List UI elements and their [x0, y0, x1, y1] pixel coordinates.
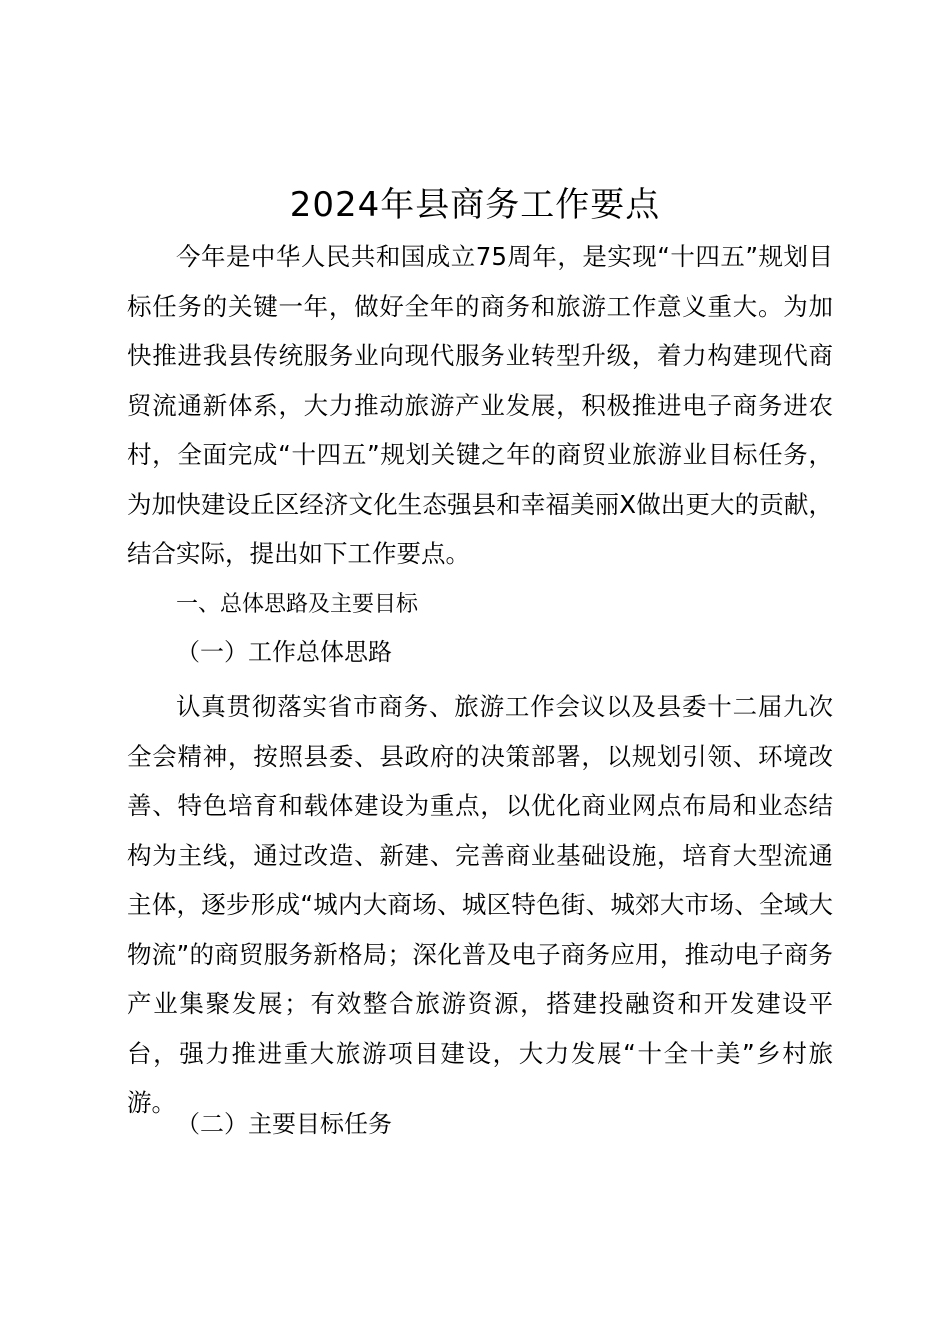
intro-paragraph: 今年是中华人民共和国成立75周年，是实现“十四五”规划目标任务的关键一年，做好全年的商务和旅游工作意义重大。为加快推进我县传统服务业向现代服务业转型升级，着力构建现代商贸流通新体系，大力推动旅游产业发展，积极推进电子商务进农村，全面完成“十四五”规划关键之年的商贸业旅游业目标任务，为加快建设丘区经济文化生态强县和幸福美丽X做出更大的贡献，结合实际，提出如下工作要点。 — [127, 242, 833, 568]
subsection-paragraph-1: 认真贯彻落实省市商务、旅游工作会议以及县委十二届九次全会精神，按照县委、县政府的决策部署，以规划引领、环境改善、特色培育和载体建设为重点，以优化商业网点布局和业态结构为主线，通过改造、新建、完善商业基础设施，培育大型流通主体，逐步形成“城内大商场、城区特色街、城郊大市场、全域大物流”的商贸服务新格局；深化普及电子商务应用，推动电子商务产业集聚发展；有效整合旅游资源，搭建投融资和开发建设平台，强力推进重大旅游项目建设，大力发展“十全十美”乡村旅游。 — [127, 692, 833, 1117]
subsection-heading-1: （一）工作总体思路 — [176, 638, 392, 666]
subsection-heading-2: （二）主要目标任务 — [176, 1110, 392, 1138]
section-heading-1: 一、总体思路及主要目标 — [176, 592, 419, 617]
document-title: 2024年县商务工作要点 — [289, 185, 661, 225]
